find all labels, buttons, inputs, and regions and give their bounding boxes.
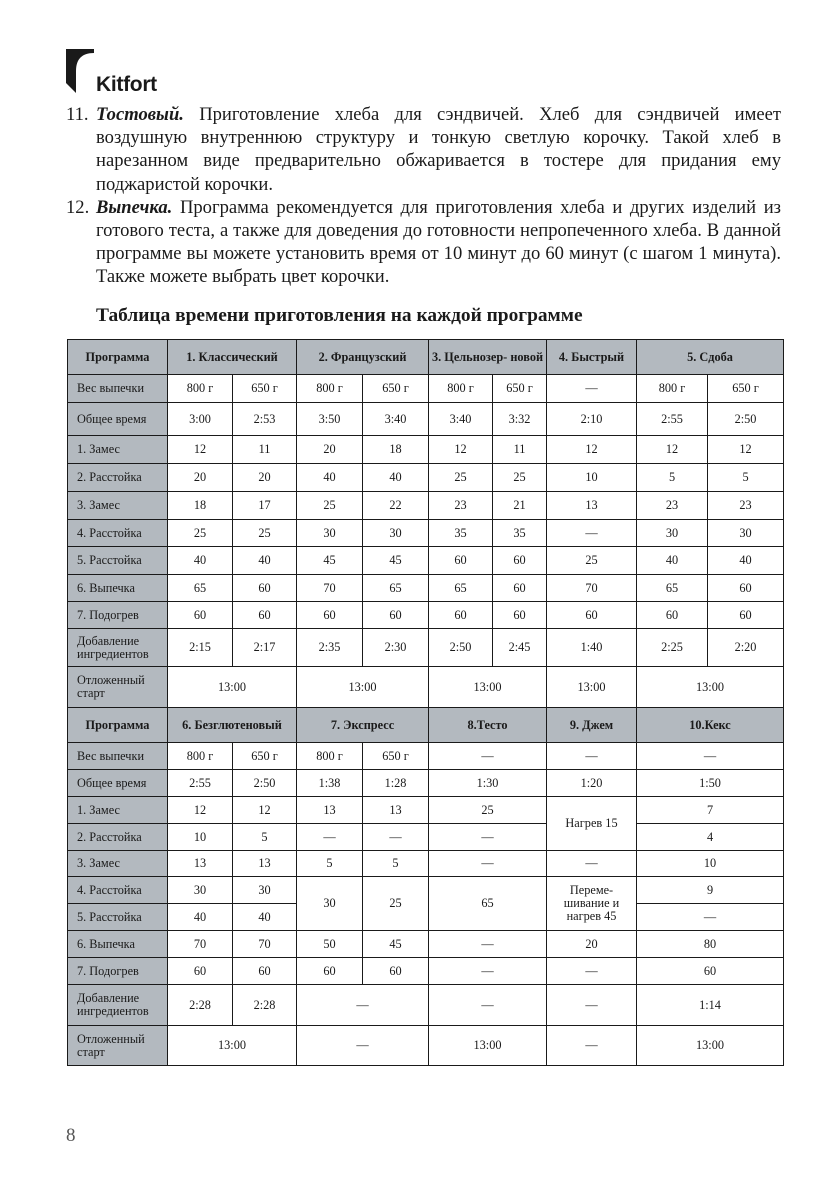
table-cell: 60 [493, 602, 547, 629]
row-label: 7. Подогрев [68, 602, 168, 629]
table-cell: 40 [168, 547, 233, 575]
row-label: Добавление ингредиентов [68, 629, 168, 667]
table-cell: 13:00 [297, 667, 429, 708]
table-row [68, 547, 784, 575]
table-row [68, 1026, 784, 1066]
table-cell: — [547, 375, 637, 403]
table-row [68, 824, 784, 851]
table-cell: 2:25 [637, 629, 708, 667]
table-cell: 2:50 [429, 629, 493, 667]
table-cell: 800 г [297, 743, 363, 770]
table-cell: 23 [708, 492, 784, 520]
table-cell: 18 [168, 492, 233, 520]
table-row [68, 520, 784, 547]
column-header: 6. Безглютеновый [168, 708, 297, 743]
table-cell: 2:17 [233, 629, 297, 667]
row-label: Общее время [68, 770, 168, 797]
table-cell: 25 [233, 520, 297, 547]
table-cell: 5 [363, 851, 429, 877]
table-cell: 23 [637, 492, 708, 520]
table-cell: 30 [363, 520, 429, 547]
table-cell: 5 [297, 851, 363, 877]
table-cell: 65 [429, 877, 547, 931]
table-cell: 60 [363, 602, 429, 629]
table-cell: 7 [637, 797, 784, 824]
table-title: Таблица времени приготовления на каждой программе [96, 305, 583, 326]
table-cell: — [547, 958, 637, 985]
table-cell: 65 [637, 575, 708, 602]
table-cell: 12 [708, 436, 784, 464]
table-cell: 30 [297, 877, 363, 931]
table-cell: 35 [493, 520, 547, 547]
item-text: Приготовление хлеба для сэндвичей. Хлеб для сэндвичей имеет воздушную внутреннюю структуру и тонкую светлую корочку. Такой хлеб в нарезанном виде предварительно обжаривается в тостере для придания ему поджаристой корочки. [96, 104, 781, 195]
table-cell: 23 [429, 492, 493, 520]
table-cell: 12 [168, 436, 233, 464]
row-label: 6. Выпечка [68, 575, 168, 602]
table-cell: — [429, 743, 547, 770]
table-cell: 1:50 [637, 770, 784, 797]
table-cell: 5 [233, 824, 297, 851]
table-cell: — [429, 985, 547, 1026]
table-cell: 10 [637, 851, 784, 877]
table-cell: 13:00 [168, 667, 297, 708]
table-cell: — [429, 958, 547, 985]
table-row [68, 375, 784, 403]
page-number: 8 [66, 1125, 76, 1146]
row-label: Отложенный старт [68, 1026, 168, 1066]
table-cell: 17 [233, 492, 297, 520]
table-cell: — [547, 520, 637, 547]
table-cell: 12 [233, 797, 297, 824]
table-cell: 13 [547, 492, 637, 520]
row-label: 3. Замес [68, 492, 168, 520]
table-cell: 2:55 [637, 403, 708, 436]
table-cell: 3:40 [363, 403, 429, 436]
table-cell: 3:00 [168, 403, 233, 436]
table-cell: 18 [363, 436, 429, 464]
table-cell: — [297, 985, 429, 1026]
table-cell: 11 [493, 436, 547, 464]
table-cell: 800 г [429, 375, 493, 403]
table-cell: 30 [637, 520, 708, 547]
table-cell: 60 [547, 602, 637, 629]
brand-name: Kitfort [96, 73, 157, 96]
table-cell: 4 [637, 824, 784, 851]
table-cell: 800 г [637, 375, 708, 403]
table-cell: 25 [429, 797, 547, 824]
column-header: Программа [68, 340, 168, 375]
row-label: 5. Расстойка [68, 547, 168, 575]
table-row [68, 667, 784, 708]
row-label: 5. Расстойка [68, 904, 168, 931]
table-row [68, 958, 784, 985]
row-label: 2. Расстойка [68, 824, 168, 851]
table-cell: 10 [547, 464, 637, 492]
table-cell: 5 [708, 464, 784, 492]
table-cell: — [547, 1026, 637, 1066]
table-cell: 25 [429, 464, 493, 492]
table-cell: 800 г [168, 743, 233, 770]
table-row [68, 403, 784, 436]
table-row [68, 492, 784, 520]
table-cell: 800 г [168, 375, 233, 403]
table-cell: 22 [363, 492, 429, 520]
table-cell: 60 [297, 602, 363, 629]
table-header-row [68, 708, 784, 743]
table-cell: 40 [168, 904, 233, 931]
table-cell: 65 [168, 575, 233, 602]
table-cell: 1:28 [363, 770, 429, 797]
table-cell: 45 [297, 547, 363, 575]
table-cell: 2:55 [168, 770, 233, 797]
table-cell: 2:30 [363, 629, 429, 667]
table-cell: 60 [429, 602, 493, 629]
table-cell: 1:14 [637, 985, 784, 1026]
kitfort-logo-icon [66, 49, 94, 93]
item-title: Тостовый. [96, 104, 184, 125]
item-text: Программа рекомендуется для приготовления хлеба и других изделий из готового теста, а также для доведения до готовности непропеченного хлеба. В данной программе вы можете установить время от 10 минут до 60 минут (с шагом 1 минута). Также можете выбрать цвет корочки. [96, 196, 781, 288]
table-cell: 2:45 [493, 629, 547, 667]
table-cell: 2:15 [168, 629, 233, 667]
column-header: 4. Быстрый [547, 340, 637, 375]
table-cell: 2:10 [547, 403, 637, 436]
table-cell: Нагрев 15 [547, 797, 637, 851]
table-cell: 2:35 [297, 629, 363, 667]
table-cell: 25 [547, 547, 637, 575]
row-label: 6. Выпечка [68, 931, 168, 958]
row-label: 3. Замес [68, 851, 168, 877]
column-header: Программа [68, 708, 168, 743]
table-cell: 650 г [708, 375, 784, 403]
table-cell: 35 [429, 520, 493, 547]
table-cell: 13 [363, 797, 429, 824]
table-cell: 13:00 [168, 1026, 297, 1066]
table-cell: 650 г [363, 375, 429, 403]
table-cell: — [363, 824, 429, 851]
row-label: 7. Подогрев [68, 958, 168, 985]
table-cell: 60 [708, 602, 784, 629]
table-cell: 40 [297, 464, 363, 492]
table-cell: 2:50 [233, 770, 297, 797]
table-cell: 13 [297, 797, 363, 824]
item-title: Выпечка. [96, 196, 173, 218]
table-cell: 13:00 [429, 667, 547, 708]
row-label: Вес выпечки [68, 743, 168, 770]
table-cell: 25 [297, 492, 363, 520]
table-row [68, 931, 784, 958]
table-cell: 2:28 [233, 985, 297, 1026]
table-cell: 80 [637, 931, 784, 958]
table-cell: 1:40 [547, 629, 637, 667]
table-cell: 650 г [363, 743, 429, 770]
table-cell: 11 [233, 436, 297, 464]
table-cell: 20 [297, 436, 363, 464]
table-cell: 650 г [493, 375, 547, 403]
table-row [68, 743, 784, 770]
table-cell: 12 [168, 797, 233, 824]
table-cell: 60 [233, 958, 297, 985]
table-cell: — [297, 1026, 429, 1066]
table-cell: 30 [708, 520, 784, 547]
table-cell: 650 г [233, 743, 297, 770]
table-row [68, 436, 784, 464]
column-header: 9. Джем [547, 708, 637, 743]
table-cell: 5 [637, 464, 708, 492]
table-cell: — [547, 851, 637, 877]
table-cell: 21 [493, 492, 547, 520]
table-cell: 45 [363, 931, 429, 958]
table-cell: 2:53 [233, 403, 297, 436]
table-cell: 40 [637, 547, 708, 575]
table-cell: 1:30 [429, 770, 547, 797]
table-cell: — [429, 931, 547, 958]
table-cell: 45 [363, 547, 429, 575]
table-cell: 12 [429, 436, 493, 464]
table-row [68, 770, 784, 797]
row-label: 4. Расстойка [68, 877, 168, 904]
table-cell: 20 [168, 464, 233, 492]
table-cell: 70 [233, 931, 297, 958]
table-cell: 1:20 [547, 770, 637, 797]
table-cell: 2:50 [708, 403, 784, 436]
table-row [68, 602, 784, 629]
table-cell: 60 [708, 575, 784, 602]
table-cell: — [637, 743, 784, 770]
table-cell: 60 [493, 575, 547, 602]
table-cell: — [429, 851, 547, 877]
program-descriptions [66, 103, 781, 289]
table-header-row [68, 340, 784, 375]
table-cell: 40 [233, 904, 297, 931]
program-item-baking [66, 196, 781, 289]
table-cell: 60 [637, 602, 708, 629]
table-cell: 60 [233, 575, 297, 602]
table-cell: — [637, 904, 784, 931]
table-cell: 13:00 [637, 667, 784, 708]
table-cell: 25 [493, 464, 547, 492]
table-row [68, 985, 784, 1026]
column-header: 1. Классический [168, 340, 297, 375]
brand-logo [66, 49, 176, 95]
row-label: Общее время [68, 403, 168, 436]
table-cell: 30 [233, 877, 297, 904]
item-number: 12. [66, 196, 90, 218]
table-cell: 40 [363, 464, 429, 492]
row-label: 1. Замес [68, 797, 168, 824]
table-cell: 60 [168, 958, 233, 985]
table-cell: 70 [297, 575, 363, 602]
table-cell: 650 г [233, 375, 297, 403]
table-row [68, 851, 784, 877]
table-cell: 20 [233, 464, 297, 492]
item-number: 11. [66, 104, 89, 125]
table-cell: 10 [168, 824, 233, 851]
table-cell: 3:40 [429, 403, 493, 436]
column-header: 3. Цельнозер- новой [429, 340, 547, 375]
table-cell: 60 [168, 602, 233, 629]
row-label: Добавление ингредиентов [68, 985, 168, 1026]
table-cell: 65 [363, 575, 429, 602]
table-cell: 60 [363, 958, 429, 985]
column-header: 2. Французский [297, 340, 429, 375]
table-cell: 2:20 [708, 629, 784, 667]
column-header: 5. Сдоба [637, 340, 784, 375]
table-cell: — [547, 743, 637, 770]
table-cell: 25 [168, 520, 233, 547]
table-cell: 70 [168, 931, 233, 958]
table-cell: 30 [297, 520, 363, 547]
table-cell: 70 [547, 575, 637, 602]
table-cell: — [297, 824, 363, 851]
column-header: 8.Тесто [429, 708, 547, 743]
table-cell: 1:38 [297, 770, 363, 797]
table-cell: 800 г [297, 375, 363, 403]
table-cell: 3:32 [493, 403, 547, 436]
row-label: 4. Расстойка [68, 520, 168, 547]
table-cell: 65 [429, 575, 493, 602]
table-cell: 13:00 [429, 1026, 547, 1066]
table-row [68, 797, 784, 824]
table-cell: 13:00 [547, 667, 637, 708]
table-cell: 50 [297, 931, 363, 958]
table-cell: — [547, 985, 637, 1026]
table-cell: 12 [637, 436, 708, 464]
table-cell: 2:28 [168, 985, 233, 1026]
table-cell: 20 [547, 931, 637, 958]
table-cell: 60 [297, 958, 363, 985]
row-label: 2. Расстойка [68, 464, 168, 492]
table-cell: Переме- шивание и нагрев 45 [547, 877, 637, 931]
table-cell: 13:00 [637, 1026, 784, 1066]
column-header: 10.Кекс [637, 708, 784, 743]
table-cell: 3:50 [297, 403, 363, 436]
program-item-toast [66, 103, 781, 196]
table-cell: 60 [493, 547, 547, 575]
table-cell: 9 [637, 877, 784, 904]
table-row [68, 464, 784, 492]
table-cell: 60 [637, 958, 784, 985]
table-row [68, 575, 784, 602]
table-cell: 12 [547, 436, 637, 464]
row-label: Отложенный старт [68, 667, 168, 708]
table-cell: 30 [168, 877, 233, 904]
table-cell: 13 [233, 851, 297, 877]
row-label: Вес выпечки [68, 375, 168, 403]
table-row [68, 877, 784, 904]
table-cell: 40 [233, 547, 297, 575]
table-cell: 60 [233, 602, 297, 629]
row-label: 1. Замес [68, 436, 168, 464]
table-cell: 13 [168, 851, 233, 877]
column-header: 7. Экспресс [297, 708, 429, 743]
program-time-table [67, 339, 784, 1066]
table-row [68, 629, 784, 667]
table-cell: 60 [429, 547, 493, 575]
table-cell: 25 [363, 877, 429, 931]
table-cell: 40 [708, 547, 784, 575]
table-cell: — [429, 824, 547, 851]
